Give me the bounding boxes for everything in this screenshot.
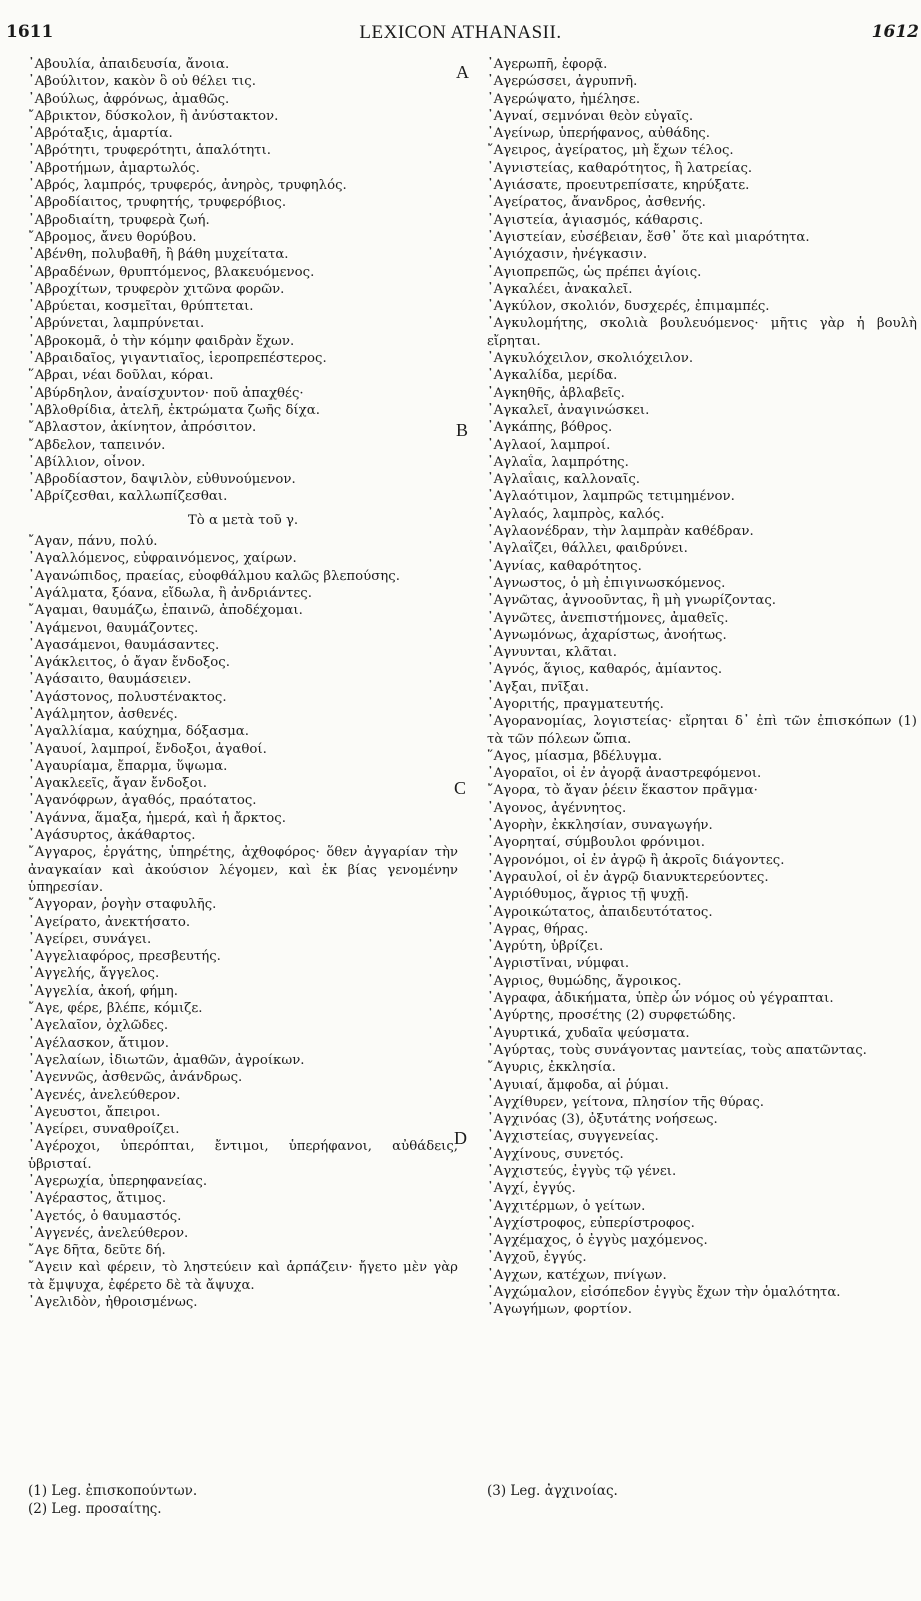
lexicon-entry: ᾿Αγναί, σεμνόναι θεὸν εὐγαῖς. [487,108,694,124]
lexicon-entry: ᾿Αγρονόμοι, οἱ ἐν ἀγρῷ ἢ ἀκροῖς διάγοντες. [487,852,785,868]
lexicon-entry: ᾿Αβροτήμων, ἁμαρτωλός. [28,160,200,176]
lexicon-entry: ᾿Αγγελία, ἀκοή, φήμη. [28,983,178,999]
lexicon-entry: ᾿Αβουλία, ἀπαιδευσία, ἄνοια. [28,57,230,72]
lexicon-entry: ᾿Αγχίστροφος, εὐπερίστροφος. [487,1215,695,1231]
lexicon-entry: ᾿Αγχίνους, συνετός. [487,1146,624,1162]
lexicon-entry: ᾿Αγρύτη, ὑβρίζει. [487,939,604,955]
lexicon-entry: ᾿Αγχοῦ, ἐγγύς. [487,1250,587,1266]
lexicon-entry: ᾿Αγανώπιδος, πραείας, εὐοφθάλμου καλῶς βλεπούσης. [28,568,400,584]
lexicon-entry: ᾿Αγάσαιτο, θαυμάσειεν. [28,672,192,688]
lexicon-entry: ᾿Αγείρει, συνάγει. [28,931,152,947]
footnote: (3) Leg. ἀγχινοίας. [487,1483,618,1499]
lexicon-entry: ᾿Αγγελής, ἄγγελος. [28,966,160,982]
lexicon-entry: ᾿Αγιοπρεπῶς, ὡς πρέπει ἁγίοις. [487,264,702,280]
lexicon-entry: ᾿Αγκαλίδα, μερίδα. [487,368,618,384]
lexicon-entry: ᾿Αγύρτης, προσέτης (2) συρφετώδης. [487,1008,736,1024]
lexicon-entry: ᾿Αγνυνται, κλᾶται. [487,645,617,661]
lexicon-entry: ᾿Αγκαλέει, ἀνακαλεῖ. [487,281,633,297]
lexicon-entry: ᾿Αγλαονέδραν, τὴν λαμπρὰν καθέδραν. [487,524,754,540]
lexicon-entry: ᾿Αγεννῶς, ἀσθενῶς, ἀνάνδρως. [28,1070,243,1086]
lexicon-entry: ᾿Αγελαίων, ἰδιωτῶν, ἀμαθῶν, ἀγροίκων. [28,1052,305,1068]
lexicon-entry: ᾿Αγύρτας, τοὺς συνάγοντας μαντείας, τοὺς απατῶντας. [487,1042,867,1058]
lexicon-entry: ᾿Αβένθη, πολυβαθῆ, ἢ βάθη μυχείτατα. [28,247,289,263]
section-heading: Τὸ α μετὰ τοῦ γ. [187,512,299,528]
lexicon-entry: ᾿Αγραυλοί, οἱ ἐν ἀγρῷ διανυκτερεύοντες. [487,869,769,885]
lexicon-entry: ᾿Αγνίας, καθαρότητος. [487,558,642,574]
lexicon-entry: ᾿Αγιστεία, ἁγιασμός, κάθαρσις. [487,212,704,228]
lexicon-entry: ῎Αγαμαι, θαυμάζω, ἐπαινῶ, ἀποδέχομαι. [28,603,303,619]
lexicon-entry: ᾿Αγροικώτατος, ἀπαιδευτότατος. [487,904,713,920]
margin-letter-d: D [454,1128,467,1148]
lexicon-entry: ᾿Αγνωστος, ὁ μὴ ἐπιγινωσκόμενος. [487,575,726,591]
margin-letter-c: C [454,778,467,798]
lexicon-entry: ᾿Αγγελιαφόρος, πρεσβευτής. [28,949,221,965]
lexicon-entry: ᾿Αβούλως, ἀφρόνως, ἀμαθῶς. [28,91,230,107]
lexicon-entry: ᾿Αγαυρίαμα, ἔπαρμα, ὕψωμα. [28,758,228,774]
lexicon-entry: ῎Αβρικτον, δύσκολον, ἢ ἀνύστακτον. [28,108,279,124]
lexicon-entry: ᾿Αγέλασκον, ἄτιμον. [28,1035,169,1051]
lexicon-entry: ᾿Αγκυλόχειλον, σκολιόχειλον. [487,351,694,367]
lexicon-entry: ᾿Αβρότητι, τρυφερότητι, ἁπαλότητι. [28,143,271,159]
lexicon-entry: ᾿Αβροχίτων, τρυφερὸν χιτῶνα φορῶν. [28,281,285,297]
lexicon-entry: ᾿Αγείρει, συναθροίζει. [28,1122,180,1138]
lexicon-entry: ῎Αγε, φέρε, βλέπε, κόμιζε. [28,1001,203,1017]
lexicon-entry: ᾿Αγγενές, ἀνελεύθερον. [28,1225,189,1241]
lexicon-entry: ᾿Αγάκλειτος, ὁ ἄγαν ἔνδοξος. [28,655,230,671]
lexicon-entry: ᾿Αγχινόας (3), ὀξυτάτης νοήσεως. [487,1112,718,1128]
left-column [28,56,458,1311]
lexicon-entry: ῞Αγος, μίασμα, βδέλυγμα. [487,748,662,764]
footnote: (1) Leg. ἐπισκοπούντων. [28,1483,198,1499]
lexicon-entry: ᾿Αγερώψατο, ἠμέλησε. [487,91,641,107]
lexicon-entry: ᾿Αγνιστείας, καθαρότητος, ἢ λατρείας. [487,160,753,176]
lexicon-entry: ᾿Αβραιδαῖος, γιγαντιαῖος, ἱεροπρεπέστερος. [28,351,327,367]
lexicon-entry: ᾿Αγανόφρων, ἀγαθός, πραότατος. [28,793,257,809]
lexicon-entry: ᾿Αβρός, λαμπρός, τρυφερός, ἀνηρὸς, τρυφηλός. [28,178,347,194]
lexicon-entry: ᾿Αγείνωρ, ὑπερήφανος, αὐθάδης. [487,126,710,142]
lexicon-entry: ᾿Αγχίθυρεν, γείτονα, πλησίον τῆς θύρας. [487,1094,765,1110]
lexicon-entry: ᾿Αβύρδηλον, ἀναίσχυντον· ποῦ ἀπαχθές· [28,385,304,401]
lexicon-entry: ᾿Αγχιτέρμων, ὁ γείτων. [487,1198,646,1214]
lexicon-entry: ᾿Αγορηταί, σύμβουλοι φρόνιμοι. [487,835,705,851]
lexicon-entry: ᾿Αγιάσατε, προευτρεπίσατε, κηρύξατε. [487,178,750,194]
lexicon-entry: ᾿Αγριστῖναι, νύμφαι. [487,956,630,972]
lexicon-entry: ᾿Αγαλλίαμα, καύχημα, δόξασμα. [28,724,250,740]
lexicon-entry: ᾿Αγορὴν, ἐκκλησίαν, συναγωγήν. [487,818,713,834]
lexicon-entry: ᾿Αγλαός, λαμπρὸς, καλός. [487,506,665,522]
lexicon-entry: ᾿Αγιόχασιν, ἠνέγκασιν. [487,247,648,263]
lexicon-entry: ᾿Αβρόταξις, ἁμαρτία. [28,126,173,142]
lexicon-entry: ῎Αγυρις, ἐκκλησία. [487,1060,616,1076]
lexicon-entry: ῎Αβλαστον, ἀκίνητον, ἀπρόσιτον. [28,420,257,436]
lexicon-entry: ῎Αγγαρος, ἐργάτης, ὑπηρέτης, ἀχθοφόρος· ὅθεν ἀγγαρίαν τὴν ἀναγκαίαν καὶ ἀκούσιον λέγομεν, καὶ ἐκ βίας γενομένην ὑπηρεσίαν. [28,845,458,895]
lexicon-entry: ῎Αγγοραν, ῥογὴν σταφυλῆς. [28,897,217,913]
lexicon-entry: ᾿Αγκάπης, βόθρος. [487,420,613,436]
left-column-entries-bottom [28,533,458,1311]
lexicon-entry: ῎Αγορα, τὸ ἄγαν ῥέειν ἕκαστον πρᾶγμα· [487,783,758,799]
lexicon-entry: ᾿Αγκυλομήτης, σκολιὰ βουλευόμενος· μῆτις γὰρ ἡ βουλὴ εἴρηται. [487,316,917,349]
lexicon-entry: ᾿Αγαλλόμενος, εὐφραινόμενος, χαίρων. [28,551,297,567]
lexicon-entry: ᾿Αγωγήμων, φορτίον. [487,1302,632,1318]
footnote: (2) Leg. προσαίτης. [28,1501,162,1517]
lexicon-entry: ᾿Αγχώμαλον, εἰσόπεδον ἐγγὺς ἔχων τὴν ὁμαλότητα. [487,1285,841,1301]
lexicon-entry: ᾿Αγάσυρτος, ἀκάθαρτος. [28,828,196,844]
lexicon-entry: ᾿Αβραδένων, θρυπτόμενος, βλακευόμενος. [28,264,315,280]
lexicon-entry: ᾿Αγριος, θυμώδης, ἄγροικος. [487,973,682,989]
lexicon-entry: ᾿Αβρίζεσθαι, καλλωπίζεσθαι. [28,489,228,505]
lexicon-entry: ᾿Αβροκομᾶ, ὁ τὴν κόμην φαιδρὰν ἔχων. [28,333,295,349]
lexicon-entry: ᾿Αβούλιτον, κακὸν ὃ οὐ θέλει τις. [28,74,256,90]
lexicon-entry: ᾿Αγυρτικά, χυδαῖα ψεύσματα. [487,1025,690,1041]
lexicon-entry: ᾿Αβρύεται, κοσμεῖται, θρύπτεται. [28,299,254,315]
lexicon-entry: ᾿Αγλαΐζει, θάλλει, φαιδρύνει. [487,541,688,557]
lexicon-entry: ᾿Αγερωχία, ὑπερηφανείας. [28,1174,208,1189]
running-title: LEXICON ATHANASII. [359,22,562,43]
lexicon-entry: ᾿Αγκαλεῖ, ἀναγινώσκει. [487,402,650,418]
lexicon-entry: ῎Αγειν καὶ φέρειν, τὸ ληστεύειν καὶ ἁρπάζειν· ἤγετο μὲν γὰρ τὰ ἔμψυχα, ἐφέρετο δὲ τὰ ἄψυχα. [28,1260,458,1293]
margin-letter-b: B [456,420,469,440]
lexicon-entry: ᾿Αγκηθῆς, ἀβλαβεῖς. [487,385,625,401]
lexicon-entry: ᾿Αγνωμόνως, ἀχαρίστως, ἀνοήτως. [487,627,727,643]
lexicon-entry: ᾿Αβροδιαίτη, τρυφερὰ ζωή. [28,212,210,228]
lexicon-entry: ᾿Αγείρατος, ἄνανδρος, ἀσθενής. [487,195,706,211]
lexicon-entry: ᾿Αγξαι, πνῖξαι. [487,679,589,695]
lexicon-entry: ᾿Αγάλμητον, ἀσθενές. [28,706,178,722]
lexicon-entry: ᾿Αγλαΐα, λαμπρότης. [487,454,629,470]
lexicon-entry: ῎Αγειρος, ἀγείρατος, μὴ ἔχων τέλος. [487,143,734,159]
lexicon-entry: ᾿Αγλαΐαις, καλλοναῖς. [487,472,641,488]
lexicon-entry: ᾿Αγάστονος, πολυστένακτος. [28,689,227,705]
lexicon-entry: ᾿Αγκύλον, σκολιόν, δυσχερές, ἐπιμαμπές. [487,299,770,315]
lexicon-entry: ᾿Αγρας, θήρας. [487,921,589,937]
lexicon-entry: ᾿Αγετός, ὁ θαυμαστός. [28,1208,182,1224]
left-page-number: 1611 [6,22,54,42]
lexicon-entry: ᾿Αγελιδὸν, ἠθροισμένως. [28,1295,198,1311]
lexicon-entry: ᾿Αγνῶτας, ἀγνοοῦντας, ἢ μὴ γνωρίζοντας. [487,593,777,609]
lexicon-entry: ᾿Αβροδίαιτος, τρυφητής, τρυφερόβιος. [28,195,287,211]
lexicon-entry: ᾿Αγονος, ἀγέννητος. [487,800,627,816]
lexicon-entry: ῞Αβραι, νέαι δοῦλαι, κόραι. [28,368,214,384]
right-column-entries [487,56,917,1319]
lexicon-entry: ᾿Αγχιστεύς, ἐγγὺς τῷ γένει. [487,1164,677,1179]
right-page-number: 1612 [871,22,919,42]
lexicon-entry: ᾿Αγοραῖοι, οἱ ἐν ἀγορᾷ ἀναστρεφόμενοι. [487,766,762,782]
lexicon-entry: ᾿Αγλαότιμον, λαμπρῶς τετιμημένον. [487,489,735,505]
lexicon-entry: ᾿Αγακλεεῖς, ἄγαν ἔνδοξοι. [28,776,208,792]
lexicon-entry: ᾿Αγασάμενοι, θαυμάσαντες. [28,637,220,653]
lexicon-entry: ᾿Αγενές, ἀνελεύθερον. [28,1087,181,1103]
left-column-entries-top [28,56,458,506]
lexicon-entry: ῎Αβδελον, ταπεινόν. [28,437,166,453]
lexicon-entry: ᾿Αγερώσσει, ἀγρυπνῆ. [487,74,638,90]
lexicon-entry: ῎Αγε δῆτα, δεῦτε δή. [28,1243,166,1259]
lexicon-entry: ᾿Αγείρατο, ἀνεκτήσατο. [28,914,191,930]
lexicon-entry: ᾿Αβλοθρίδια, ἀτελῆ, ἐκτρώματα ζωῆς δίχα. [28,402,320,418]
lexicon-entry: ᾿Αβρύνεται, λαμπρύνεται. [28,316,205,332]
lexicon-entry: ᾿Αγχιστείας, συγγενείας. [487,1129,659,1145]
lexicon-entry: ᾿Αγχων, κατέχων, πνίγων. [487,1267,667,1283]
lexicon-entry: ᾿Αγιστείαν, εὐσέβειαν, ἔσθ᾿ ὅτε καὶ μιαρότητα. [487,229,810,245]
right-column [487,56,917,1319]
lexicon-entry: ᾿Αγερωπῆ, ἐφορᾷ. [487,57,608,72]
margin-letter-a: A [456,62,469,82]
lexicon-entry: ᾿Αγαυοί, λαμπροί, ἔνδοξοι, ἀγαθοί. [28,741,267,757]
lexicon-entry: ᾿Αγλαοί, λαμπροί. [487,437,611,453]
lexicon-entry: ᾿Αγευστοι, ἄπειροι. [28,1104,161,1120]
lexicon-entry: ᾿Αγνός, ἅγιος, καθαρός, ἀμίαντος. [487,662,723,678]
lexicon-entry: ᾿Αγέραστος, ἄτιμος. [28,1191,167,1207]
lexicon-entry: ᾿Αγραφα, ἀδικήματα, ὑπὲρ ὧν νόμος οὐ γέγραπται. [487,991,834,1007]
lexicon-entry: ῎Αβρομος, ἄνευ θορύβου. [28,229,197,245]
lexicon-entry: ᾿Αγάλματα, ξόανα, εἴδωλα, ἢ ἀνδριάντες. [28,585,312,601]
page-header [0,22,921,48]
footnotes-left [28,1482,197,1518]
lexicon-entry: ᾿Αγχί, ἐγγύς. [487,1181,576,1197]
lexicon-entry: ᾿Αβίλλιον, οἶνον. [28,454,146,470]
lexicon-entry: ᾿Αγάννα, ἅμαξα, ἡμερά, καὶ ἡ ἄρκτος. [28,810,286,826]
lexicon-entry: ᾿Αγυιαί, ἄμφοδα, αἱ ῥύμαι. [487,1077,669,1093]
lexicon-entry: ᾿Αγοριτής, πραγματευτής. [487,696,664,712]
lexicon-entry: ᾿Αγχέμαχος, ὁ ἐγγὺς μαχόμενος. [487,1233,708,1249]
lexicon-entry: ᾿Αγελαῖον, ὀχλῶδες. [28,1018,169,1034]
lexicon-entry: ᾿Αγορανομίας, λογιστείας· εἴρηται δ᾿ ἐπὶ τῶν ἐπισκόπων (1) τὰ τῶν πόλεων ὤπια. [487,714,917,747]
lexicon-entry: ῎Αγαν, πάνυ, πολύ. [28,534,158,550]
lexicon-entry: ᾿Αγνῶτες, ἀνεπιστήμονες, ἀμαθεῖς. [487,610,729,626]
lexicon-entry: ᾿Αγέροχοι, ὑπερόπται, ἔντιμοι, ὑπερήφανοι, αὐθάδεις, ὑβρισταί. [28,1139,458,1172]
footnotes-right [487,1482,618,1500]
lexicon-entry: ᾿Αγάμενοι, θαυμάζοντες. [28,620,199,636]
lexicon-entry: ᾿Αβροδίαστον, δαψιλὸν, εὐθυνούμενον. [28,472,296,488]
lexicon-entry: ᾿Αγριόθυμος, ἄγριος τῇ ψυχῇ. [487,887,689,903]
